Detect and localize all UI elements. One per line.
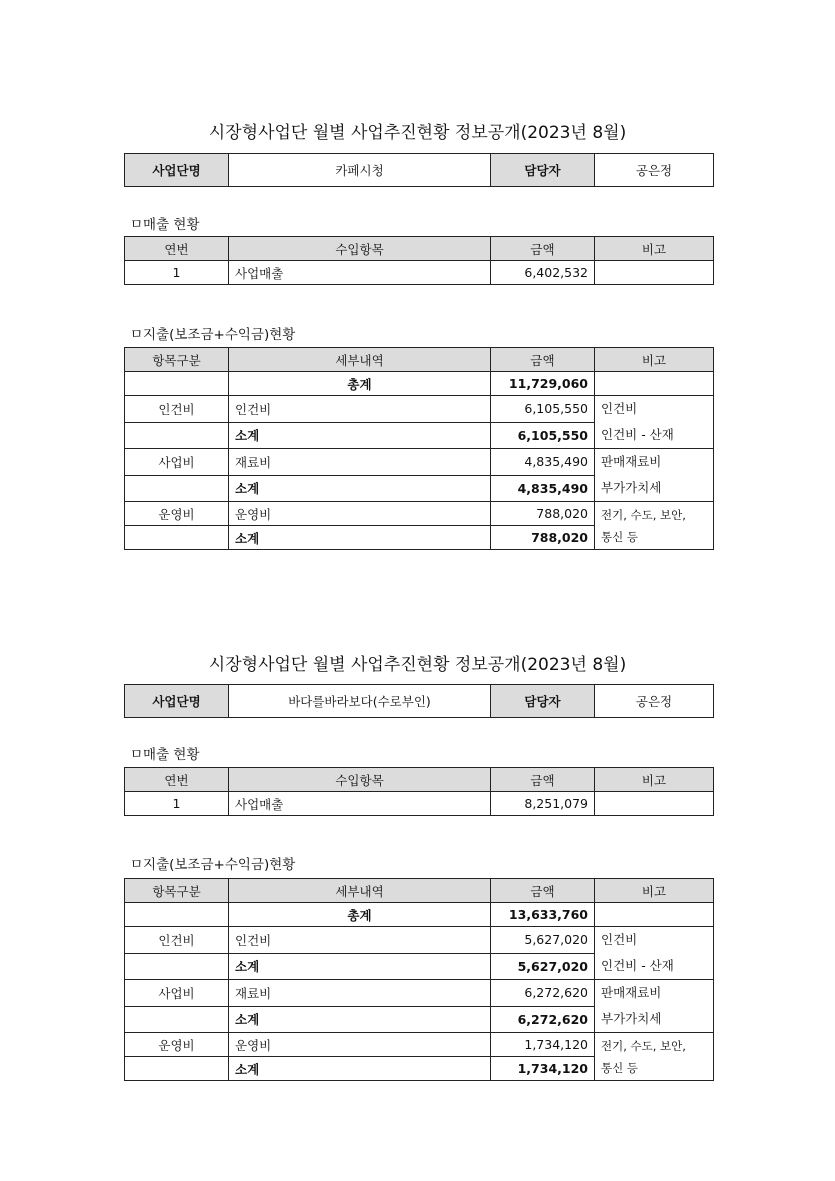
- group-name-label: 사업단명: [125, 154, 229, 187]
- expense-category: 사업비: [125, 980, 229, 1007]
- empty-cell: [125, 903, 229, 927]
- column-header: 항목구분: [125, 348, 229, 372]
- empty-cell: [125, 1006, 229, 1033]
- column-header: 비고: [595, 237, 714, 261]
- subtotal-label: 소계: [229, 526, 491, 550]
- table-row: [125, 980, 714, 1007]
- column-header: 항목구분: [125, 879, 229, 903]
- group-name-value: 카페시청: [229, 154, 491, 187]
- table-header-row: [125, 348, 714, 372]
- column-header: 비고: [595, 768, 714, 792]
- revenue-amount: 6,402,532: [491, 261, 595, 285]
- total-label: 총계: [229, 372, 491, 396]
- expense-amount: 6,272,620: [491, 980, 595, 1007]
- empty-cell: [595, 903, 714, 927]
- total-row: [125, 372, 714, 396]
- expense-note: [595, 980, 714, 1033]
- subtotal-amount: 1,734,120: [491, 1057, 595, 1081]
- revenue-section-title: ㅁ매출 현황: [130, 217, 200, 233]
- revenue-table: [124, 236, 714, 285]
- expense-detail: 재료비: [229, 449, 491, 476]
- total-amount: 11,729,060: [491, 372, 595, 396]
- table-header-row: [125, 879, 714, 903]
- note-line: 부가가치세: [601, 480, 662, 495]
- expense-category: 인건비: [125, 396, 229, 423]
- table-header-row: [125, 237, 714, 261]
- column-header: 연번: [125, 237, 229, 261]
- total-amount: 13,633,760: [491, 903, 595, 927]
- column-header: 금액: [491, 768, 595, 792]
- empty-cell: [595, 372, 714, 396]
- empty-cell: [125, 422, 229, 449]
- manager-value: 공은정: [595, 154, 714, 187]
- note-line: 인건비 - 산재: [601, 427, 674, 442]
- expense-category: 운영비: [125, 502, 229, 526]
- row-number: 1: [125, 261, 229, 285]
- manager-value: 공은정: [595, 685, 714, 718]
- column-header: 비고: [595, 879, 714, 903]
- expense-note: [595, 396, 714, 449]
- expense-amount: 5,627,020: [491, 927, 595, 954]
- expense-detail: 인건비: [229, 396, 491, 423]
- note-line: 판매재료비: [601, 985, 662, 1000]
- revenue-item: 사업매출: [229, 792, 491, 816]
- column-header: 수입항목: [229, 768, 491, 792]
- column-header: 수입항목: [229, 237, 491, 261]
- note-line: 인건비: [601, 401, 638, 416]
- expense-note: [595, 449, 714, 502]
- table-row: [125, 261, 714, 285]
- note-line: 인건비: [601, 932, 638, 947]
- expense-note: [595, 1033, 714, 1081]
- column-header: 금액: [491, 879, 595, 903]
- report-title: 시장형사업단 월별 사업추진현황 정보공개(2023년 8월): [208, 655, 627, 675]
- table-row: [125, 396, 714, 423]
- empty-cell: [125, 526, 229, 550]
- empty-cell: [125, 475, 229, 502]
- subtotal-amount: 6,272,620: [491, 1006, 595, 1033]
- column-header: 비고: [595, 348, 714, 372]
- subtotal-amount: 6,105,550: [491, 422, 595, 449]
- expense-amount: 6,105,550: [491, 396, 595, 423]
- subtotal-amount: 788,020: [491, 526, 595, 550]
- expense-amount: 4,835,490: [491, 449, 595, 476]
- table-row: [125, 502, 714, 526]
- subtotal-amount: 5,627,020: [491, 953, 595, 980]
- subtotal-label: 소계: [229, 1006, 491, 1033]
- column-header: 연번: [125, 768, 229, 792]
- group-name-label: 사업단명: [125, 685, 229, 718]
- note-line: 전기, 수도, 보안,: [601, 1038, 686, 1053]
- revenue-note: [595, 261, 714, 285]
- note-line: 판매재료비: [601, 454, 662, 469]
- note-line: 통신 등: [601, 1060, 638, 1075]
- table-row: [125, 1033, 714, 1057]
- empty-cell: [125, 1057, 229, 1081]
- table-header-row: [125, 768, 714, 792]
- subtotal-label: 소계: [229, 422, 491, 449]
- expense-category: 운영비: [125, 1033, 229, 1057]
- business-info-table: [124, 684, 714, 718]
- expense-detail: 운영비: [229, 1033, 491, 1057]
- revenue-section-title: ㅁ매출 현황: [130, 747, 200, 763]
- expense-detail: 재료비: [229, 980, 491, 1007]
- expense-amount: 788,020: [491, 502, 595, 526]
- empty-cell: [125, 953, 229, 980]
- column-header: 세부내역: [229, 879, 491, 903]
- expense-category: 인건비: [125, 927, 229, 954]
- revenue-item: 사업매출: [229, 261, 491, 285]
- table-row: [125, 792, 714, 816]
- expense-section-title: ㅁ지출(보조금+수익금)현황: [130, 857, 296, 873]
- revenue-table: [124, 767, 714, 816]
- column-header: 금액: [491, 348, 595, 372]
- subtotal-label: 소계: [229, 475, 491, 502]
- expense-category: 사업비: [125, 449, 229, 476]
- revenue-note: [595, 792, 714, 816]
- expense-amount: 1,734,120: [491, 1033, 595, 1057]
- expense-table: [124, 878, 714, 1081]
- expense-section-title: ㅁ지출(보조금+수익금)현황: [130, 327, 296, 343]
- row-number: 1: [125, 792, 229, 816]
- column-header: 세부내역: [229, 348, 491, 372]
- group-name-value: 바다를바라보다(수로부인): [229, 685, 491, 718]
- business-info-table: [124, 153, 714, 187]
- total-label: 총계: [229, 903, 491, 927]
- subtotal-label: 소계: [229, 1057, 491, 1081]
- table-row: [125, 927, 714, 954]
- manager-label: 담당자: [491, 154, 595, 187]
- note-line: 통신 등: [601, 529, 638, 544]
- note-line: 인건비 - 산재: [601, 958, 674, 973]
- report-title: 시장형사업단 월별 사업추진현황 정보공개(2023년 8월): [208, 123, 627, 143]
- subtotal-label: 소계: [229, 953, 491, 980]
- expense-detail: 운영비: [229, 502, 491, 526]
- expense-note: [595, 927, 714, 980]
- manager-label: 담당자: [491, 685, 595, 718]
- table-row: [125, 449, 714, 476]
- note-line: 부가가치세: [601, 1011, 662, 1026]
- expense-table: [124, 347, 714, 550]
- subtotal-amount: 4,835,490: [491, 475, 595, 502]
- expense-detail: 인건비: [229, 927, 491, 954]
- empty-cell: [125, 372, 229, 396]
- column-header: 금액: [491, 237, 595, 261]
- note-line: 전기, 수도, 보안,: [601, 507, 686, 522]
- revenue-amount: 8,251,079: [491, 792, 595, 816]
- total-row: [125, 903, 714, 927]
- expense-note: [595, 502, 714, 550]
